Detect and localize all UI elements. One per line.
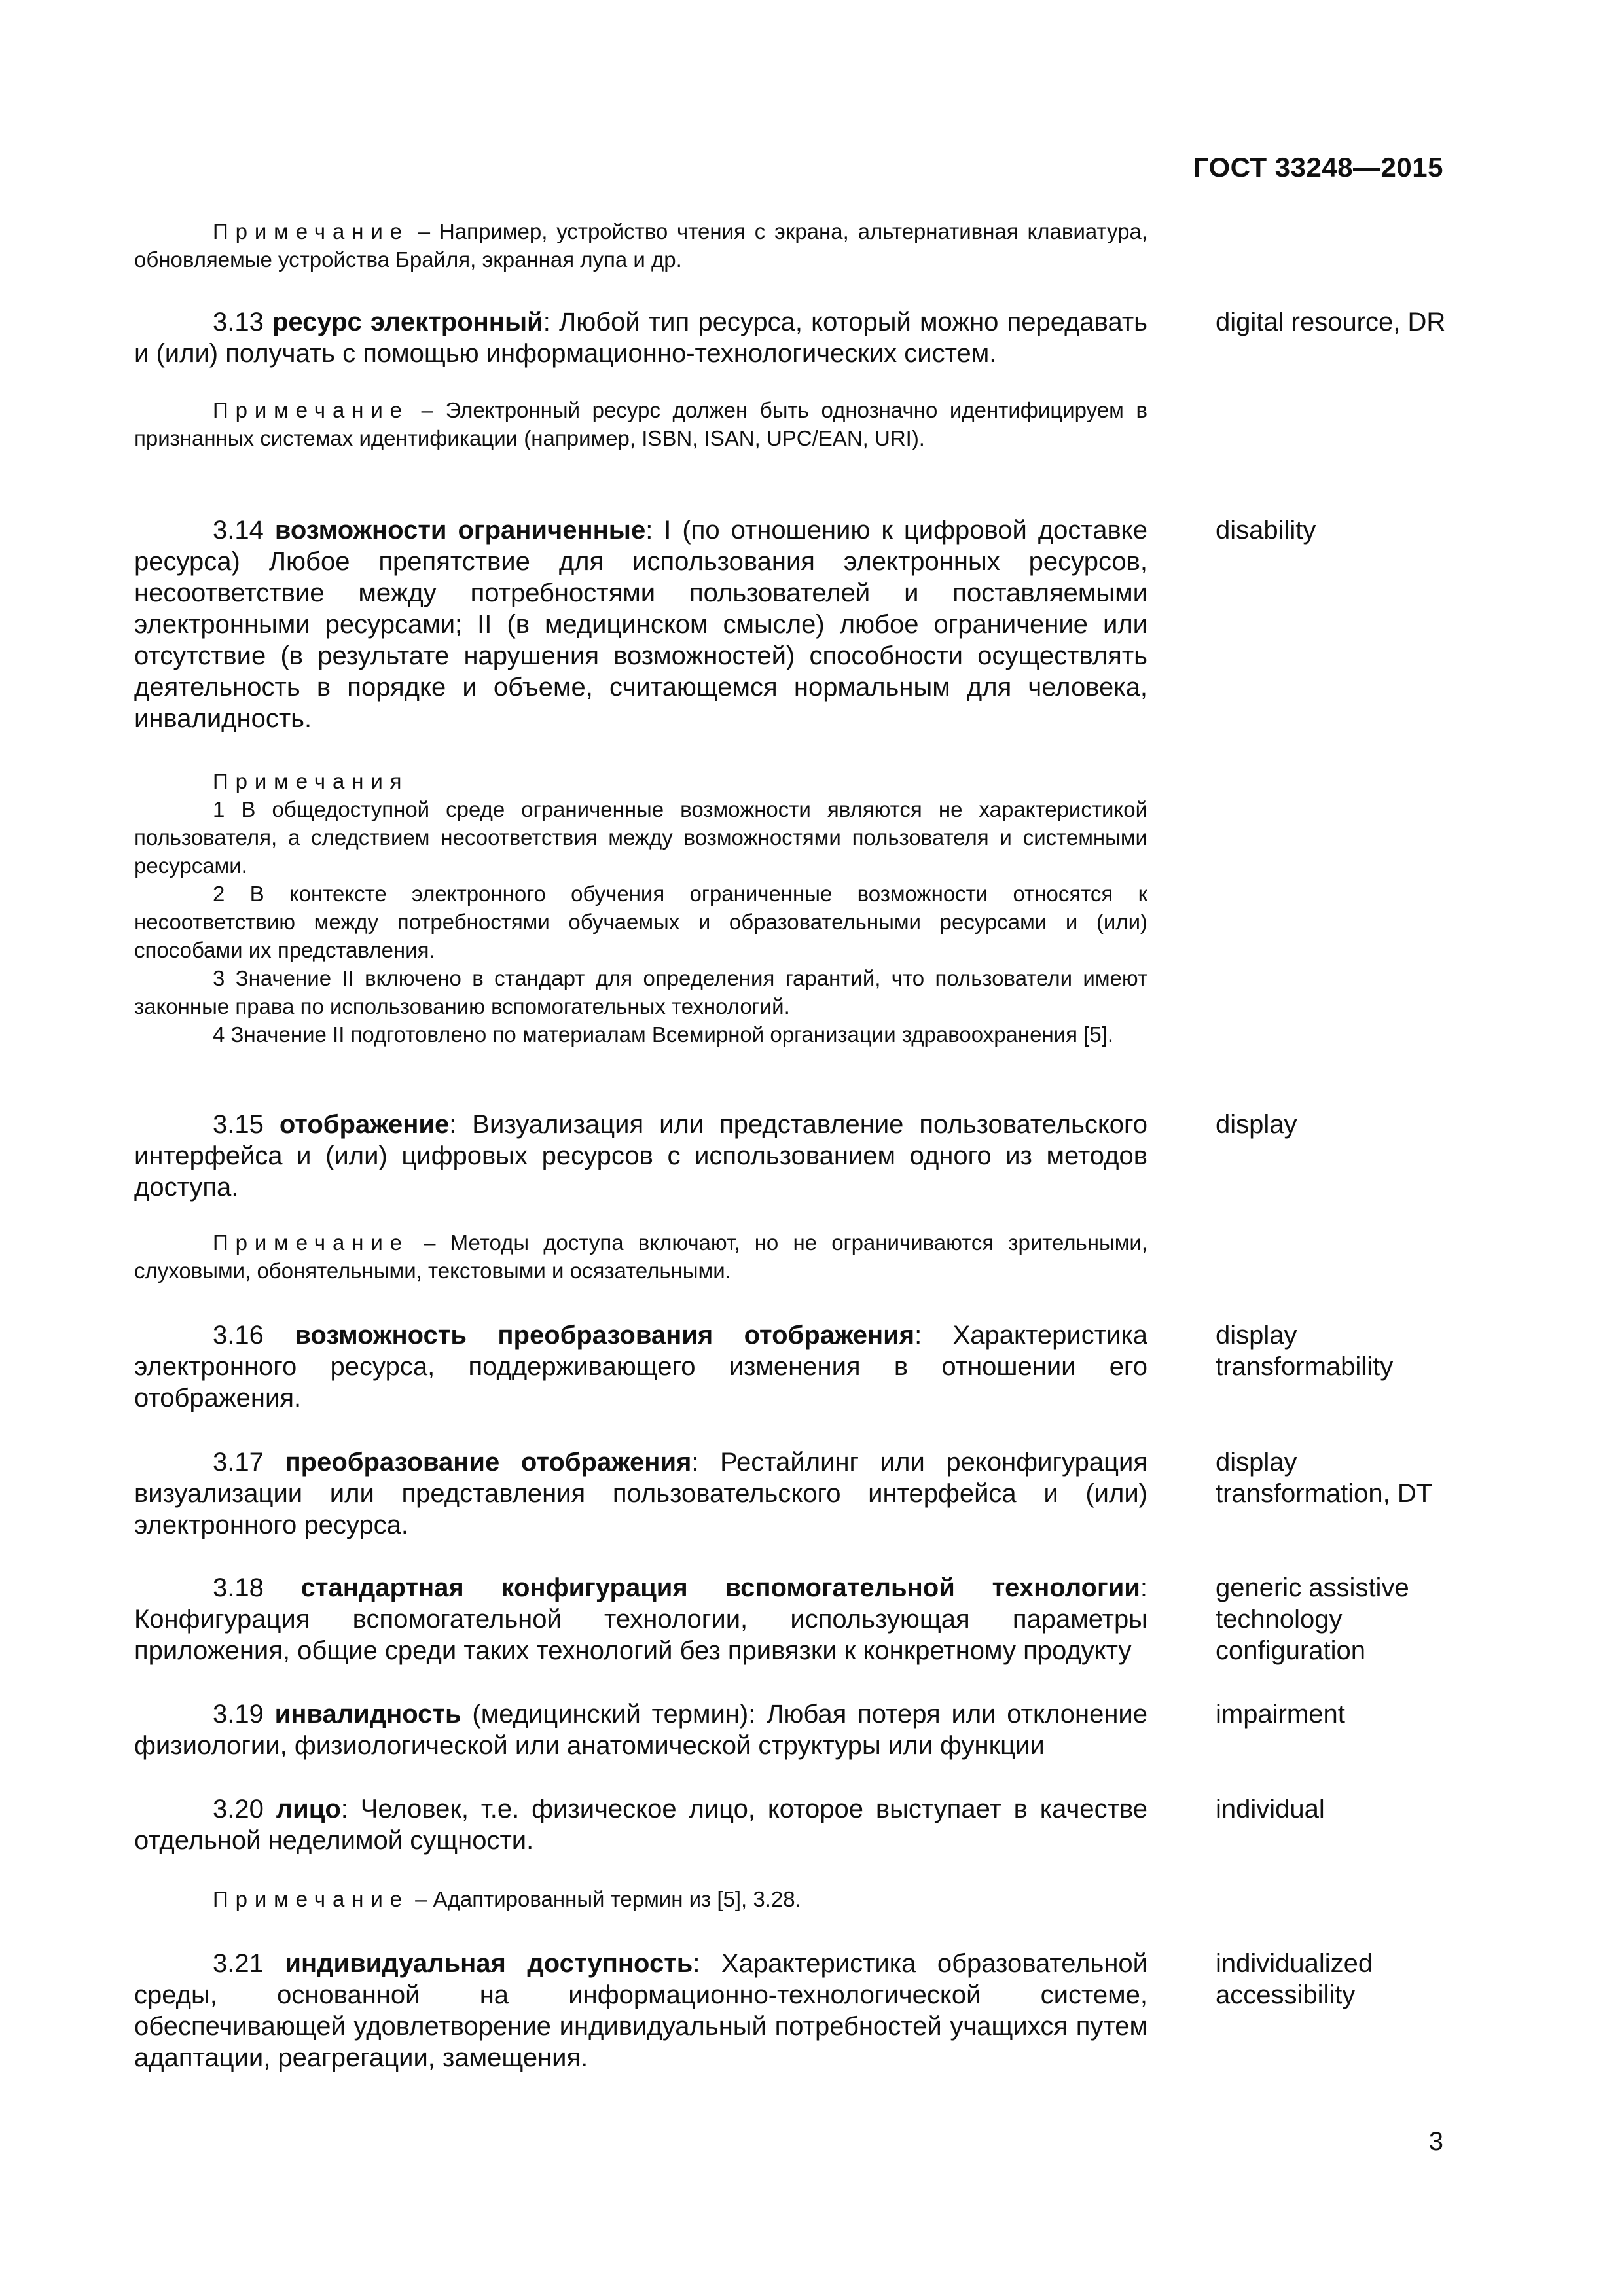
notes-label: Примечания — [213, 769, 409, 793]
note-3-14-4: 4 Значение II подготовлено по материалам Всемирной организации здравоохранения [5]. — [213, 1022, 1114, 1047]
note-label: Примечание — [213, 398, 409, 422]
term-3-18: 3.18 стандартная конфигурация вспомогательной технологии: Конфигурация вспомогательной технологии, использующая параметры приложения, общие среди таких технологий без привязки к конкретному продукту — [134, 1573, 1147, 1665]
term-3-15-english: display — [1216, 1110, 1297, 1139]
term-3-17: 3.17 преобразование отображения: Рестайлинг или реконфигурация визуализации или представления пользовательского интерфейса и (или) электронного ресурса. — [134, 1448, 1147, 1539]
term-3-19: 3.19 инвалидность (медицинский термин): Любая потеря или отклонение физиологии, физиологической или анатомической структуры или функции — [134, 1700, 1147, 1760]
notes-3-14 — [134, 767, 1147, 1049]
term-3-18-title: стандартная конфигурация вспомогательной технологии — [300, 1573, 1140, 1602]
term-3-18-english: generic assistive technology configuration — [1216, 1573, 1409, 1665]
term-3-20: 3.20 лицо: Человек, т.е. физическое лицо, которое выступает в качестве отдельной неделимой сущности. — [134, 1795, 1148, 1855]
term-3-19-title: инвалидность — [274, 1700, 461, 1729]
term-3-19-english: impairment — [1216, 1700, 1345, 1729]
term-3-16: 3.16 возможность преобразования отображения: Характеристика электронного ресурса, поддерживающего изменения в отношении его отображения. — [134, 1321, 1147, 1412]
term-3-15: 3.15 отображение: Визуализация или представление пользовательского интерфейса и (или) цифровых ресурсов с использованием одного из методов доступа. — [134, 1110, 1148, 1202]
term-3-20-english: individual — [1216, 1795, 1325, 1823]
term-3-21: 3.21 индивидуальная доступность: Характеристика образовательной среды, основанной на информационно-технологической системе, обеспечивающей удовлетворение индивидуальный потребностей учащихся путем адаптации, реагрегации, замещения. — [134, 1949, 1148, 2072]
note-3-12: Примечание – Например, устройство чтения с экрана, альтернативная клавиатура, обновляемые устройства Брайля, экранная лупа и др. — [134, 219, 1147, 272]
term-3-15-title: отображение — [279, 1110, 450, 1139]
term-3-16-english: display transformability — [1216, 1321, 1394, 1381]
term-3-17-title: преобразование отображения — [285, 1448, 692, 1477]
note-label: Примечание — [213, 219, 409, 243]
term-3-21-english: individualized accessibility — [1216, 1949, 1373, 2009]
term-3-14-english: disability — [1216, 516, 1316, 545]
note-label: Примечание — [213, 1230, 409, 1255]
term-3-20-title: лицо — [276, 1795, 341, 1823]
term-3-13: 3.13 ресурс электронный: Любой тип ресурса, который можно передавать и (или) получать с помощью информационно-технологических систем. — [134, 308, 1147, 368]
term-3-21-title: индивидуальная доступность — [285, 1949, 693, 1978]
term-3-14-title: возможности ограниченные — [274, 516, 646, 545]
term-3-13-title: ресурс электронный — [272, 308, 543, 336]
term-3-16-title: возможность преобразования отображения — [295, 1321, 915, 1350]
term-3-17-english: display transformation, DT — [1216, 1448, 1433, 1508]
note-3-14-3: 3 Значение II включено в стандарт для определения гарантий, что пользователи имеют законные права по использованию вспомогательных технологий. — [134, 966, 1147, 1018]
document-code: ГОСТ 33248—2015 — [1193, 152, 1443, 183]
page-number: 3 — [1428, 2127, 1443, 2156]
note-3-14-2: 2 В контексте электронного обучения ограниченные возможности относятся к несоответствию между потребностями обучаемых и образовательными ресурсами и (или) способами их представления. — [134, 882, 1147, 962]
note-label: Примечание — [213, 1887, 409, 1911]
term-3-13-english: digital resource, DR — [1216, 308, 1446, 336]
note-3-20: Примечание – Адаптированный термин из [5], 3.28. — [213, 1887, 801, 1911]
note-3-13: Примечание – Электронный ресурс должен быть однозначно идентифицируем в признанных системах идентификации (например, ISBN, ISAN, UPC/EAN, URI). — [134, 398, 1147, 450]
note-3-15: Примечание – Методы доступа включают, но не ограничиваются зрительными, слуховыми, обонятельными, текстовыми и осязательными. — [134, 1230, 1147, 1283]
note-3-14-1: 1 В общедоступной среде ограниченные возможности являются не характеристикой пользователя, а следствием несоответствия между возможностями пользователя и системными ресурсами. — [134, 797, 1147, 878]
term-3-14: 3.14 возможности ограниченные: I (по отношению к цифровой доставке ресурса) Любое препятствие для использования электронных ресурсов, несоответствие между потребностями пользователей и поставляемыми электронными ресурсами; II (в медицинском смысле) любое ограничение или отсутствие (в результате нарушения возможностей) способности осуществлять деятельность в порядке и объеме, считающемся нормальным для человека, инвалидность. — [134, 516, 1147, 733]
